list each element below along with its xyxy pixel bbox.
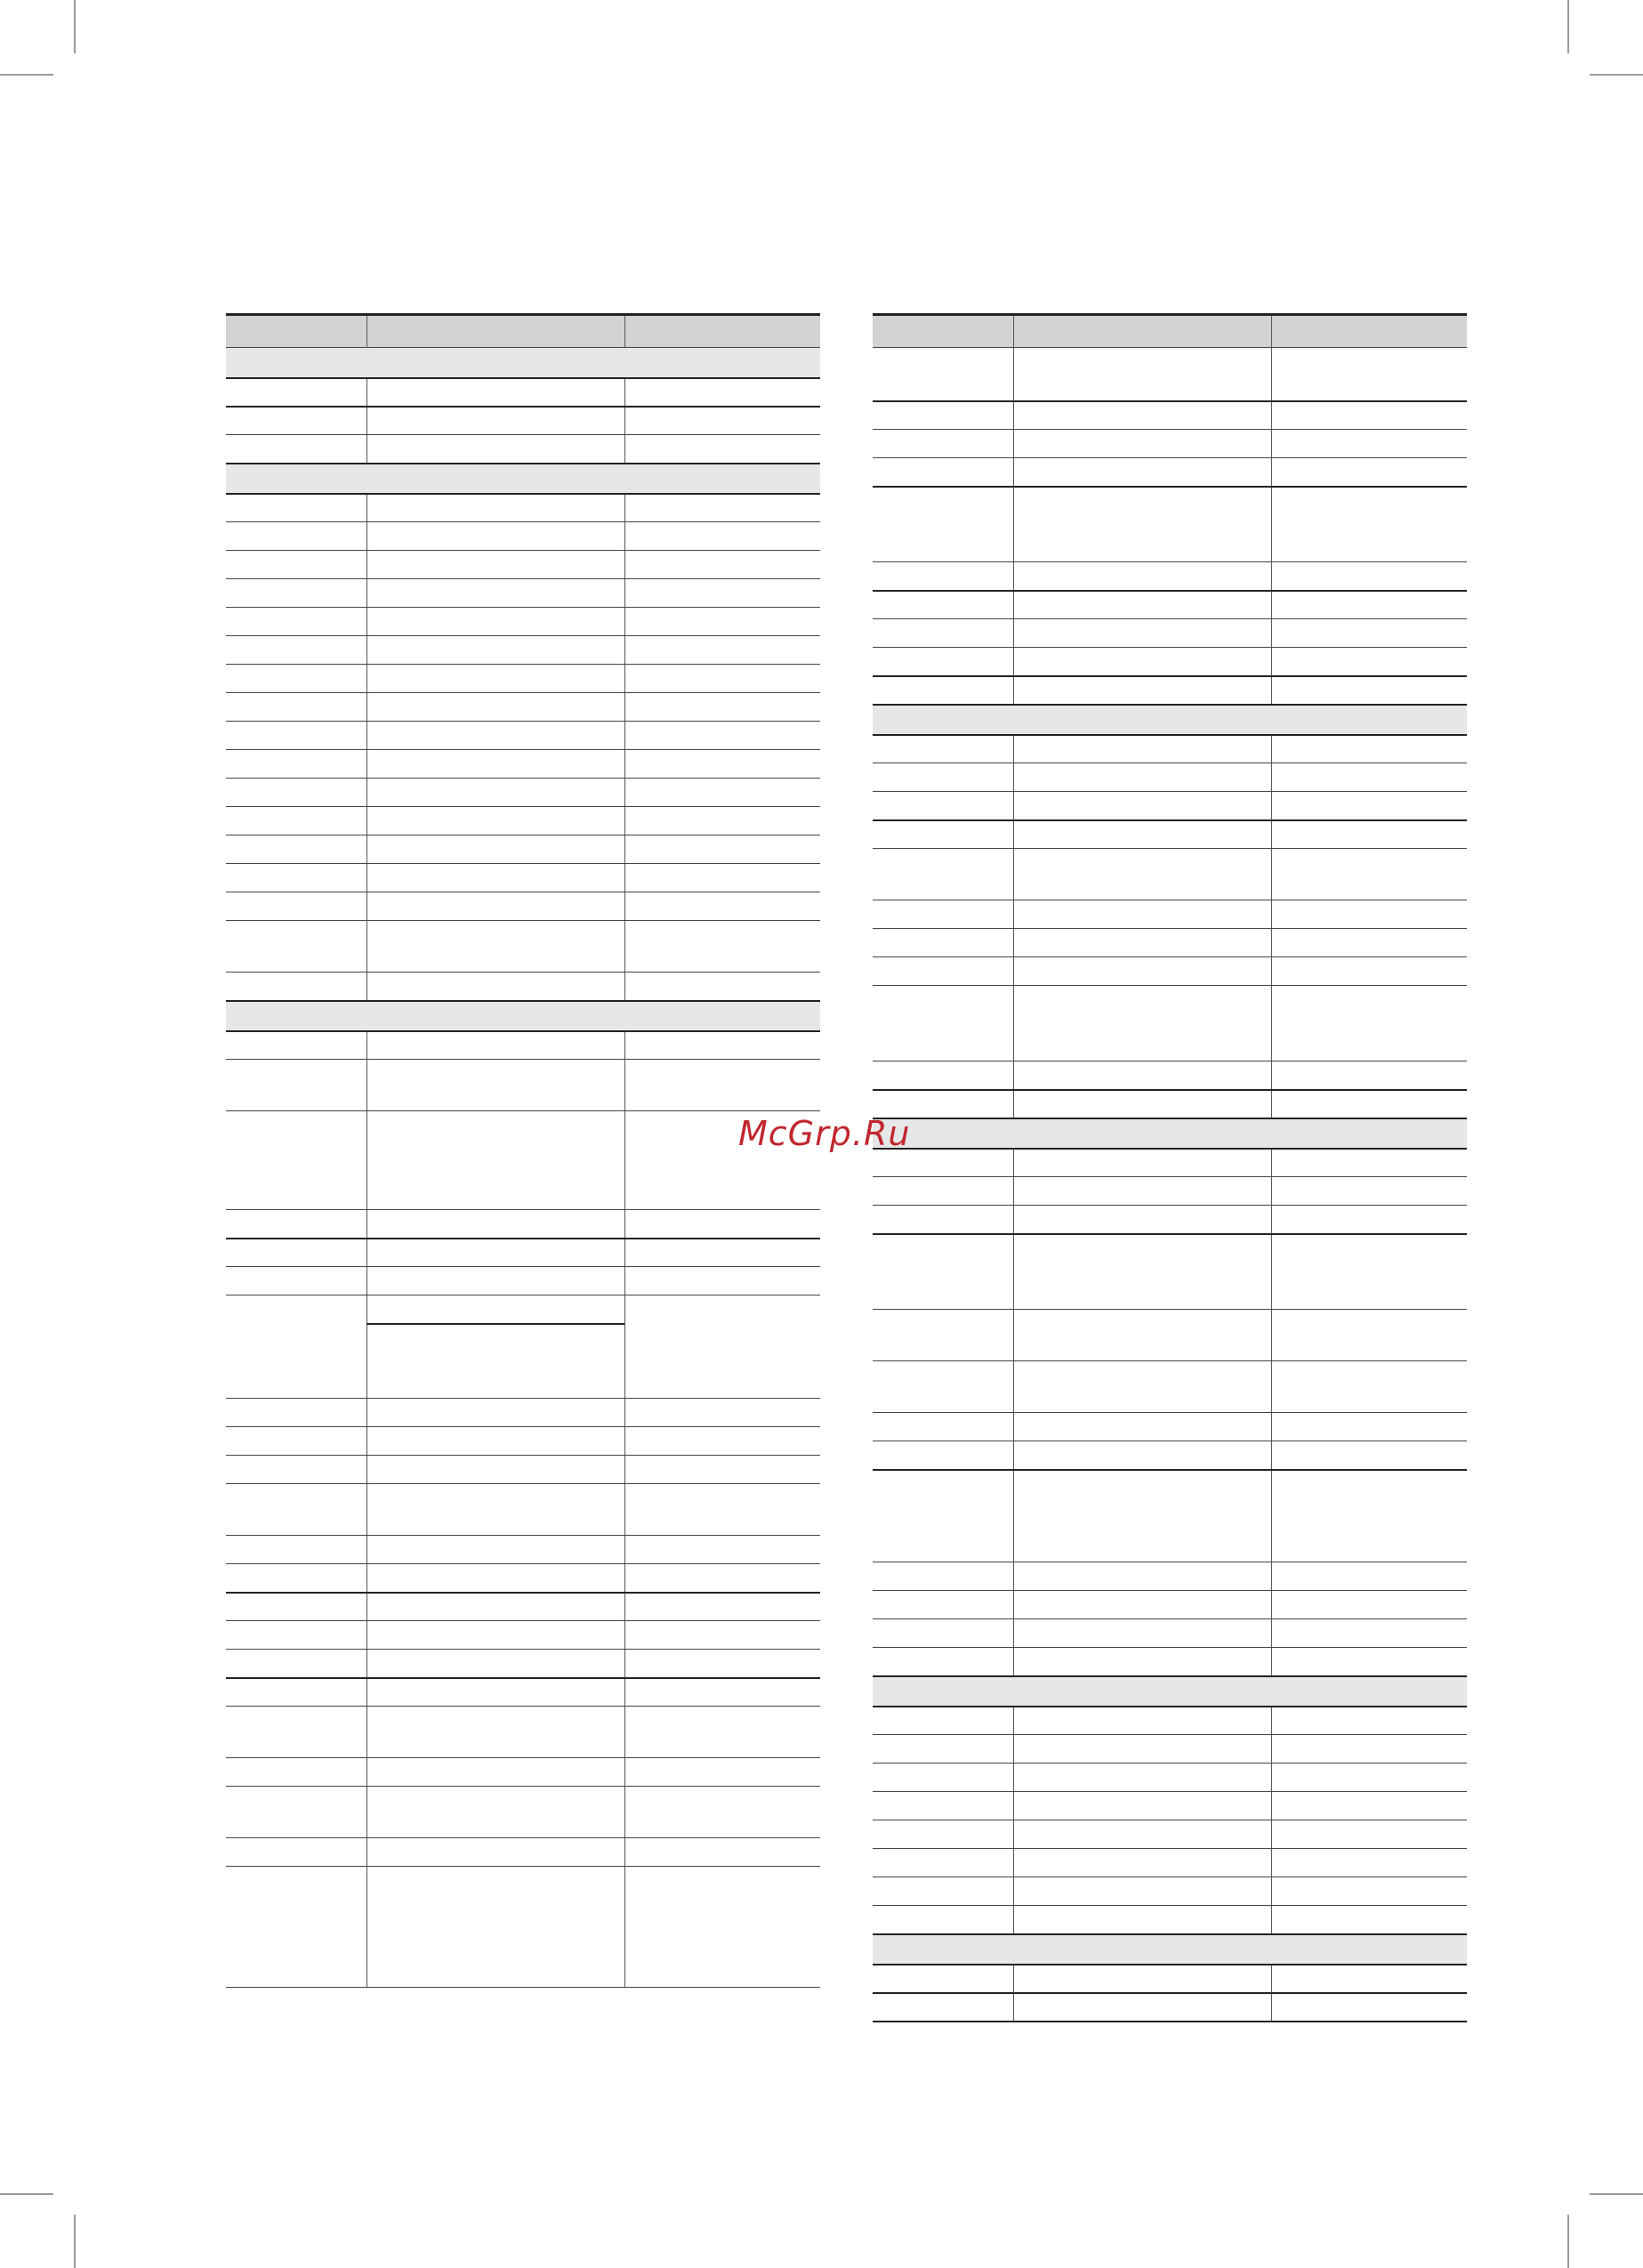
column-divider [624, 1564, 625, 1592]
column-divider [1013, 1906, 1014, 1933]
column-divider [366, 316, 367, 347]
column-divider [624, 316, 625, 347]
table-row [873, 1360, 1467, 1412]
column-divider [624, 1456, 625, 1483]
column-divider [1013, 562, 1014, 590]
table-row [873, 675, 1467, 704]
column-divider [1013, 648, 1014, 675]
column-divider [1271, 1310, 1272, 1360]
column-divider [624, 1621, 625, 1649]
column-divider [624, 1210, 625, 1238]
table-row [873, 1734, 1467, 1763]
column-divider [1271, 592, 1272, 618]
column-divider [1271, 849, 1272, 900]
table-header [873, 313, 1467, 347]
column-divider [1013, 957, 1014, 985]
table-row [873, 1905, 1467, 1933]
column-divider [624, 1536, 625, 1563]
table-row [226, 692, 820, 721]
column-divider [624, 1758, 625, 1786]
section-heading-row [226, 1000, 820, 1030]
column-divider [366, 636, 367, 664]
crop-mark [0, 2193, 53, 2195]
column-divider [366, 921, 367, 972]
column-divider [1013, 821, 1014, 848]
column-divider [624, 864, 625, 892]
column-divider [1013, 1965, 1014, 1992]
column-divider [366, 973, 367, 1000]
column-divider [1013, 1061, 1014, 1089]
table-row [873, 819, 1467, 848]
column-divider [1271, 458, 1272, 486]
column-divider [1013, 1310, 1014, 1360]
column-divider [366, 1427, 367, 1455]
table-row [873, 1061, 1467, 1089]
column-divider [1271, 1820, 1272, 1848]
table-row [873, 1176, 1467, 1205]
column-divider [1013, 348, 1014, 400]
column-divider [366, 379, 367, 406]
column-divider [1271, 1849, 1272, 1877]
column-divider [1271, 1413, 1272, 1441]
column-divider [624, 608, 625, 635]
column-divider [1013, 1648, 1014, 1675]
column-divider [1271, 1562, 1272, 1590]
table-row [226, 749, 820, 778]
column-divider [1271, 677, 1272, 704]
sub-cell-divider [366, 1323, 624, 1325]
column-divider [624, 1060, 625, 1110]
table-row [873, 763, 1467, 791]
table-row [226, 550, 820, 578]
column-divider [624, 722, 625, 749]
column-divider [1271, 430, 1272, 457]
column-divider [1013, 1792, 1014, 1820]
column-divider [624, 495, 625, 521]
table-row [226, 1620, 820, 1649]
column-divider [1013, 1562, 1014, 1590]
table-row [226, 1030, 820, 1059]
column-divider [366, 522, 367, 550]
column-divider [366, 551, 367, 578]
column-divider [624, 1239, 625, 1266]
crop-mark [0, 74, 53, 76]
column-divider [624, 408, 625, 434]
column-divider [1013, 1849, 1014, 1877]
column-divider [1013, 402, 1014, 429]
column-divider [1271, 1591, 1272, 1618]
column-divider [1271, 1235, 1272, 1309]
column-divider [1271, 619, 1272, 647]
column-divider [624, 1787, 625, 1837]
table-row [873, 1148, 1467, 1176]
table-row [873, 956, 1467, 985]
column-divider [1271, 1735, 1272, 1763]
table-row [226, 835, 820, 863]
table-row [873, 618, 1467, 647]
column-divider [1013, 458, 1014, 486]
table-row [873, 985, 1467, 1061]
table-row [226, 1110, 820, 1209]
column-divider [366, 1621, 367, 1649]
table-row [226, 377, 820, 406]
column-divider [624, 1427, 625, 1455]
column-divider [624, 522, 625, 550]
table-row [226, 1295, 820, 1398]
column-divider [366, 864, 367, 892]
column-divider [1271, 402, 1272, 429]
column-divider [1271, 1091, 1272, 1118]
column-divider [1271, 1441, 1272, 1469]
table-row [226, 1706, 820, 1757]
column-divider [624, 973, 625, 1000]
table-row [873, 1820, 1467, 1848]
column-divider [624, 693, 625, 721]
column-divider [624, 779, 625, 806]
table-row [873, 1562, 1467, 1590]
column-divider [366, 1594, 367, 1620]
crop-mark [1590, 2193, 1643, 2195]
column-divider [1013, 1619, 1014, 1647]
column-divider [1271, 1764, 1272, 1791]
table-row [226, 1866, 820, 1987]
column-divider [366, 1239, 367, 1266]
column-divider [1013, 1361, 1014, 1412]
table-row [226, 920, 820, 972]
column-divider [1271, 562, 1272, 590]
column-divider [366, 408, 367, 434]
table-row [226, 1483, 820, 1535]
column-divider [1271, 1648, 1272, 1675]
column-divider [366, 1679, 367, 1706]
table-row [226, 1563, 820, 1592]
table-row [226, 892, 820, 920]
table-row [873, 429, 1467, 457]
column-divider [366, 807, 367, 835]
table-row [873, 1877, 1467, 1905]
table-row [226, 1266, 820, 1295]
column-divider [366, 835, 367, 863]
table-row [873, 457, 1467, 486]
column-divider [624, 636, 625, 664]
table-row [226, 1398, 820, 1426]
column-divider [366, 1867, 367, 1987]
column-divider [366, 1060, 367, 1110]
column-divider [1271, 1471, 1272, 1562]
table-row [873, 1964, 1467, 1992]
table-row [873, 1706, 1467, 1734]
column-divider [624, 1679, 625, 1706]
column-divider [1271, 488, 1272, 561]
table-row [873, 1412, 1467, 1441]
column-divider [1271, 957, 1272, 985]
column-divider [1013, 316, 1014, 347]
column-divider [1013, 1206, 1014, 1233]
column-divider [366, 779, 367, 806]
column-divider [1013, 619, 1014, 647]
column-divider [624, 921, 625, 972]
column-divider [1271, 1177, 1272, 1205]
column-divider [1271, 1361, 1272, 1412]
table-row [226, 521, 820, 550]
spec-table-right [873, 313, 1467, 2022]
column-divider [624, 1399, 625, 1426]
column-divider [366, 435, 367, 463]
column-divider [1013, 1150, 1014, 1176]
column-divider [1271, 929, 1272, 956]
table-header [226, 313, 820, 347]
table-row [873, 900, 1467, 928]
column-divider [1271, 1994, 1272, 2021]
column-divider [1271, 1906, 1272, 1933]
section-heading-row [873, 1675, 1467, 1706]
table-row [226, 1757, 820, 1786]
table-row [226, 972, 820, 1000]
column-divider [1013, 1877, 1014, 1905]
table-row [873, 1309, 1467, 1360]
table-row [873, 486, 1467, 561]
column-divider [366, 579, 367, 607]
column-divider [624, 551, 625, 578]
column-divider [1013, 1820, 1014, 1848]
column-divider [1013, 849, 1014, 900]
table-row [226, 1649, 820, 1677]
column-divider [366, 1650, 367, 1677]
column-divider [624, 665, 625, 692]
column-divider [366, 1707, 367, 1757]
column-divider [1271, 1707, 1272, 1734]
column-divider [366, 1295, 367, 1398]
column-divider [1013, 677, 1014, 704]
table-row [226, 1238, 820, 1266]
table-row [226, 863, 820, 892]
column-divider [624, 807, 625, 835]
column-divider [366, 1758, 367, 1786]
column-divider [624, 892, 625, 920]
table-row [873, 1618, 1467, 1647]
table-row [226, 1059, 820, 1110]
column-divider [624, 1295, 625, 1398]
table-row [873, 347, 1467, 400]
table-row [873, 1791, 1467, 1820]
column-divider [624, 1650, 625, 1677]
column-divider [1271, 821, 1272, 848]
table-row [873, 734, 1467, 763]
table-row [873, 1089, 1467, 1118]
column-divider [1271, 1619, 1272, 1647]
column-divider [1013, 1091, 1014, 1118]
column-divider [1013, 1764, 1014, 1791]
table-row [873, 1233, 1467, 1309]
column-divider [366, 1032, 367, 1059]
table-row [873, 647, 1467, 675]
column-divider [624, 1267, 625, 1295]
column-divider [624, 1594, 625, 1620]
column-divider [366, 693, 367, 721]
column-divider [366, 1787, 367, 1837]
column-divider [1271, 736, 1272, 763]
column-divider [1271, 763, 1272, 791]
section-heading-row [226, 463, 820, 493]
crop-mark [74, 2215, 76, 2268]
table-row [226, 664, 820, 692]
column-divider [1013, 1591, 1014, 1618]
column-divider [366, 608, 367, 635]
table-row [873, 1441, 1467, 1469]
crop-mark [1567, 2215, 1569, 2268]
section-heading-row [873, 1118, 1467, 1148]
table-row [873, 1763, 1467, 1791]
table-row [873, 590, 1467, 618]
column-divider [1013, 430, 1014, 457]
column-divider [1013, 488, 1014, 561]
table-row [873, 791, 1467, 819]
spec-table-left [226, 313, 820, 1988]
column-divider [1013, 592, 1014, 618]
column-divider [1013, 1471, 1014, 1562]
column-divider [366, 1838, 367, 1866]
column-divider [1013, 900, 1014, 928]
table-row [226, 607, 820, 635]
table-row [226, 1837, 820, 1866]
table-row [873, 1848, 1467, 1877]
column-divider [366, 1536, 367, 1563]
table-row [873, 400, 1467, 429]
column-divider [366, 1267, 367, 1295]
table-row [226, 578, 820, 607]
watermark: McGrp.Ru [738, 1114, 911, 1153]
table-row [226, 1426, 820, 1455]
column-divider [366, 495, 367, 521]
column-divider [1013, 792, 1014, 819]
section-heading-row [226, 347, 820, 377]
column-divider [1271, 1792, 1272, 1820]
column-divider [624, 435, 625, 463]
column-divider [1013, 1413, 1014, 1441]
column-divider [1271, 792, 1272, 819]
crop-mark [74, 0, 76, 53]
table-row [226, 721, 820, 749]
column-divider [366, 1210, 367, 1238]
column-divider [366, 1564, 367, 1592]
crop-mark [1590, 74, 1643, 76]
column-divider [1013, 763, 1014, 791]
table-row [226, 406, 820, 434]
column-divider [1013, 1177, 1014, 1205]
section-heading-row [873, 704, 1467, 734]
column-divider [624, 1838, 625, 1866]
table-row [873, 928, 1467, 956]
column-divider [1271, 1206, 1272, 1233]
column-divider [366, 750, 367, 778]
table-bottom-rule [873, 2021, 1467, 2022]
column-divider [1271, 348, 1272, 400]
column-divider [624, 1032, 625, 1059]
column-divider [624, 1707, 625, 1757]
column-divider [1013, 1441, 1014, 1469]
column-divider [624, 379, 625, 406]
table-row [873, 1469, 1467, 1562]
table-row [873, 1590, 1467, 1618]
table-row [226, 635, 820, 664]
column-divider [1013, 1707, 1014, 1734]
table-row [873, 561, 1467, 590]
column-divider [1271, 1150, 1272, 1176]
column-divider [1271, 1061, 1272, 1089]
column-divider [624, 1111, 625, 1209]
column-divider [366, 892, 367, 920]
column-divider [366, 665, 367, 692]
section-heading-row [873, 1933, 1467, 1964]
column-divider [1271, 648, 1272, 675]
column-divider [366, 1399, 367, 1426]
column-divider [1013, 1994, 1014, 2021]
column-divider [366, 1484, 367, 1535]
column-divider [624, 1484, 625, 1535]
column-divider [1013, 1235, 1014, 1309]
column-divider [1013, 929, 1014, 956]
column-divider [624, 750, 625, 778]
table-row [226, 806, 820, 835]
table-bottom-rule [226, 1987, 820, 1988]
crop-mark [1567, 0, 1569, 53]
column-divider [1013, 1735, 1014, 1763]
column-divider [1271, 1877, 1272, 1905]
table-row [873, 848, 1467, 900]
column-divider [1013, 736, 1014, 763]
column-divider [1271, 316, 1272, 347]
column-divider [366, 722, 367, 749]
table-row [873, 1992, 1467, 2021]
table-row [226, 493, 820, 521]
table-row [873, 1205, 1467, 1233]
table-row [226, 1677, 820, 1706]
column-divider [624, 1867, 625, 1987]
table-row [226, 778, 820, 806]
column-divider [624, 835, 625, 863]
table-row [226, 1535, 820, 1563]
table-row [226, 434, 820, 463]
column-divider [1271, 1965, 1272, 1992]
table-row [226, 1786, 820, 1837]
column-divider [624, 579, 625, 607]
column-divider [366, 1456, 367, 1483]
column-divider [1271, 986, 1272, 1061]
table-row [226, 1592, 820, 1620]
column-divider [1013, 986, 1014, 1061]
table-row [226, 1455, 820, 1483]
column-divider [366, 1111, 367, 1209]
table-row [873, 1647, 1467, 1675]
table-row [226, 1209, 820, 1238]
column-divider [1271, 900, 1272, 928]
